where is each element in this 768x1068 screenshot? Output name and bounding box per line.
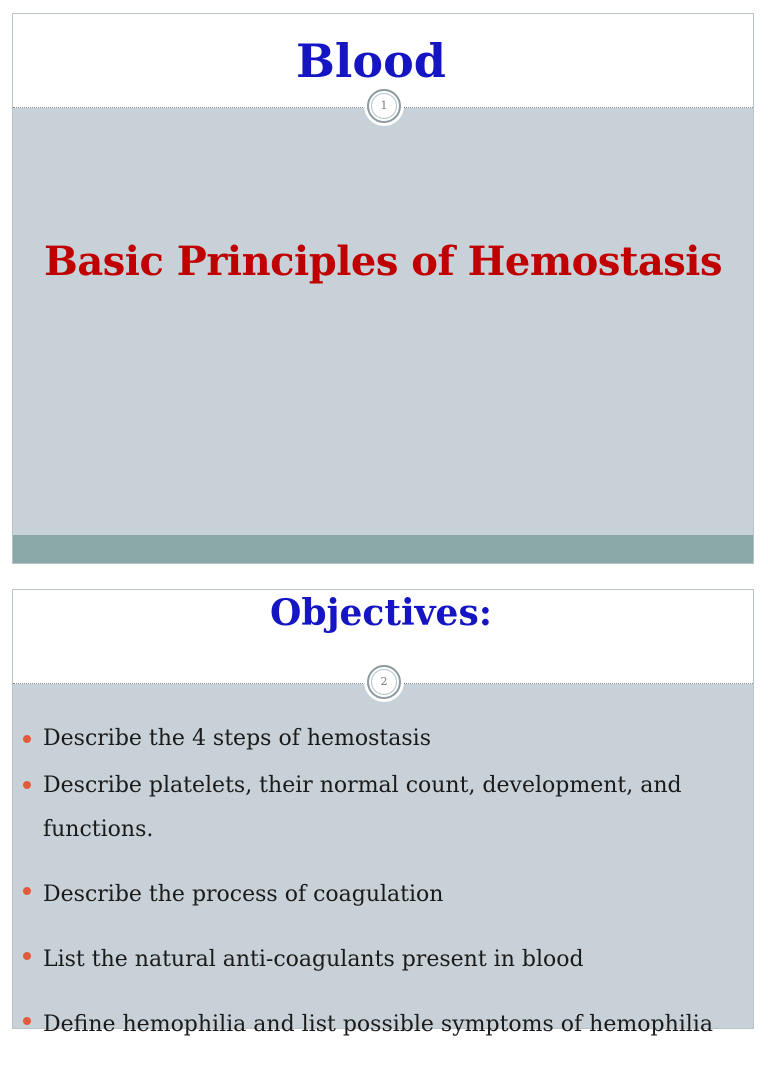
bullet-dot-icon bbox=[23, 952, 31, 960]
list-item bbox=[23, 724, 743, 754]
list-item-text: Describe the 4 steps of hemostasis bbox=[43, 726, 431, 751]
list-item-text: Describe the process of coagulation bbox=[43, 882, 444, 907]
slide-title: Blood bbox=[296, 34, 446, 88]
list-item bbox=[23, 764, 743, 852]
objectives-list bbox=[23, 724, 743, 1068]
list-item-text: Define hemophilia and list possible symptoms of hemophilia bbox=[43, 1012, 713, 1037]
bullet-dot-icon bbox=[23, 887, 31, 895]
slide-number-badge: 2 bbox=[367, 665, 401, 699]
bullet-dot-icon bbox=[23, 781, 31, 789]
list-item bbox=[23, 1003, 743, 1047]
slide-number-badge: 1 bbox=[367, 89, 401, 123]
list-item bbox=[23, 873, 743, 917]
slide-1 bbox=[12, 13, 754, 564]
slide-title: Objectives: bbox=[269, 592, 493, 634]
slide-2 bbox=[12, 589, 754, 1037]
list-item-text: List the natural anti-coagulants present in blood bbox=[43, 947, 584, 972]
footer-band bbox=[13, 535, 753, 563]
list-item bbox=[23, 938, 743, 982]
slide-subtitle: Basic Principles of Hemostasis bbox=[44, 238, 722, 285]
list-item-text: Describe platelets, their normal count, development, and functions. bbox=[43, 773, 682, 842]
bullet-dot-icon bbox=[23, 735, 31, 743]
bullet-dot-icon bbox=[23, 1017, 31, 1025]
